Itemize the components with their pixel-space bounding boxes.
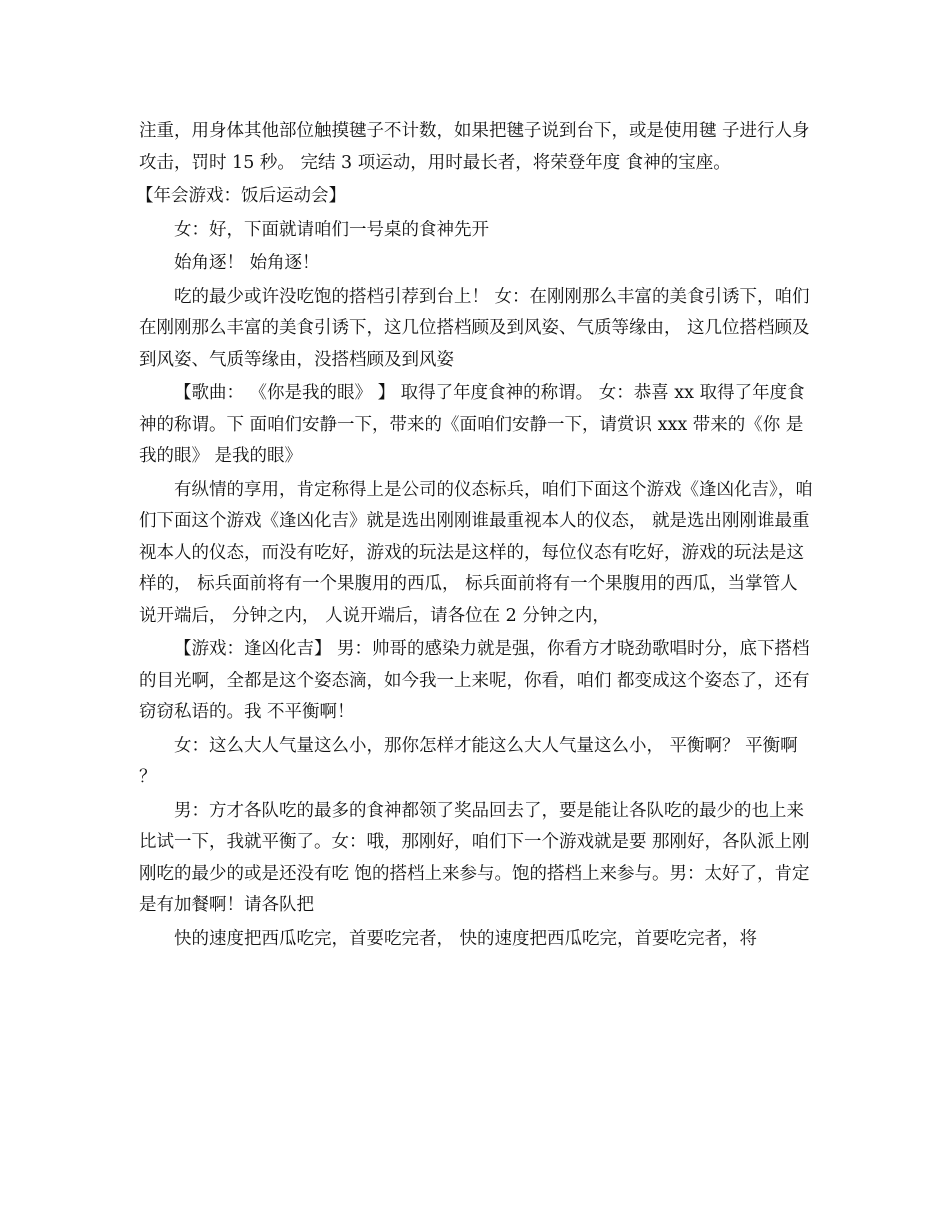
paragraph: 吃的最少或许没吃饱的搭档引荐到台上！ 女：在刚刚那么丰富的美食引诱下，咱们 在刚刚那么丰富的美食引诱下，这几位搭档顾及到风姿、气质等缘由， 这几位搭档顾及到风姿、气质等缘由，没搭档顾及到风姿 [139, 286, 810, 370]
paragraph: 注重，用身体其他部位触摸毽子不计数，如果把毽子说到台下，或是使用毽 子进行人身攻击，罚时 15 秒。 完结 3 项运动，用时最长者，将荣登年度 食神的宝座。 [139, 121, 810, 173]
paragraph: 男：方才各队吃的最多的食神都领了奖品回去了，要是能让各队吃的最少的也上来 比试一下，我就平衡了。女：哦，那刚好，咱们下一个游戏就是要 那刚好，各队派上刚刚吃的最少的或是还没有吃 饱的搭档上来参与。饱的搭档上来参与。男：太好了，肯定是有加餐啊！请各队把 [139, 800, 810, 915]
paragraph: 【歌曲： 《你是我的眼》 】 取得了年度食神的称谓。 女：恭喜 xx 取得了年度食神的称谓。下 面咱们安静一下，带来的《面咱们安静一下，请赏识 xxx 带来的《你 是我的眼》 是我的眼》 [139, 383, 805, 466]
section-heading: 【年会游戏：饭后运动会】 [136, 186, 346, 206]
paragraph: 快的速度把西瓜吃完，首要吃完者， 快的速度把西瓜吃完，首要吃完者，将 [174, 928, 758, 949]
paragraph: 有纵情的享用，肯定称得上是公司的仪态标兵，咱们下面这个游戏《逢凶化吉》，咱们下面这个游戏《逢凶化吉》就是选出刚刚谁最重视本人的仪态， 就是选出刚刚谁最重视本人的仪态，而没有吃好，游戏的玩法是这样的，每位仪态有吃好，游戏的玩法是这样的， 标兵面前将有一个果腹用的西瓜， 标兵面前将有一个果腹用的西瓜，当掌管人说开端后， 分钟之内， 人说开端后，请各位在 2 分钟之内， [139, 479, 813, 626]
paragraph: 女：好，下面就请咱们一号桌的食神先开 [174, 219, 489, 240]
paragraph: 始角逐！ 始角逐！ [174, 253, 320, 273]
document-body [136, 116, 815, 955]
paragraph: 女：这么大人气量这么小，那你怎样才能这么大人气量这么小， 平衡啊？ 平衡啊？ [139, 735, 798, 787]
paragraph: 【游戏：逢凶化吉】 男：帅哥的感染力就是强，你看方才晓劲歌唱时分，底下搭档的目光啊，全都是这个姿态滴，如今我一上来呢，你看，咱们 都变成这个姿态了，还有窃窃私语的。我 不平衡啊！ [139, 639, 810, 722]
